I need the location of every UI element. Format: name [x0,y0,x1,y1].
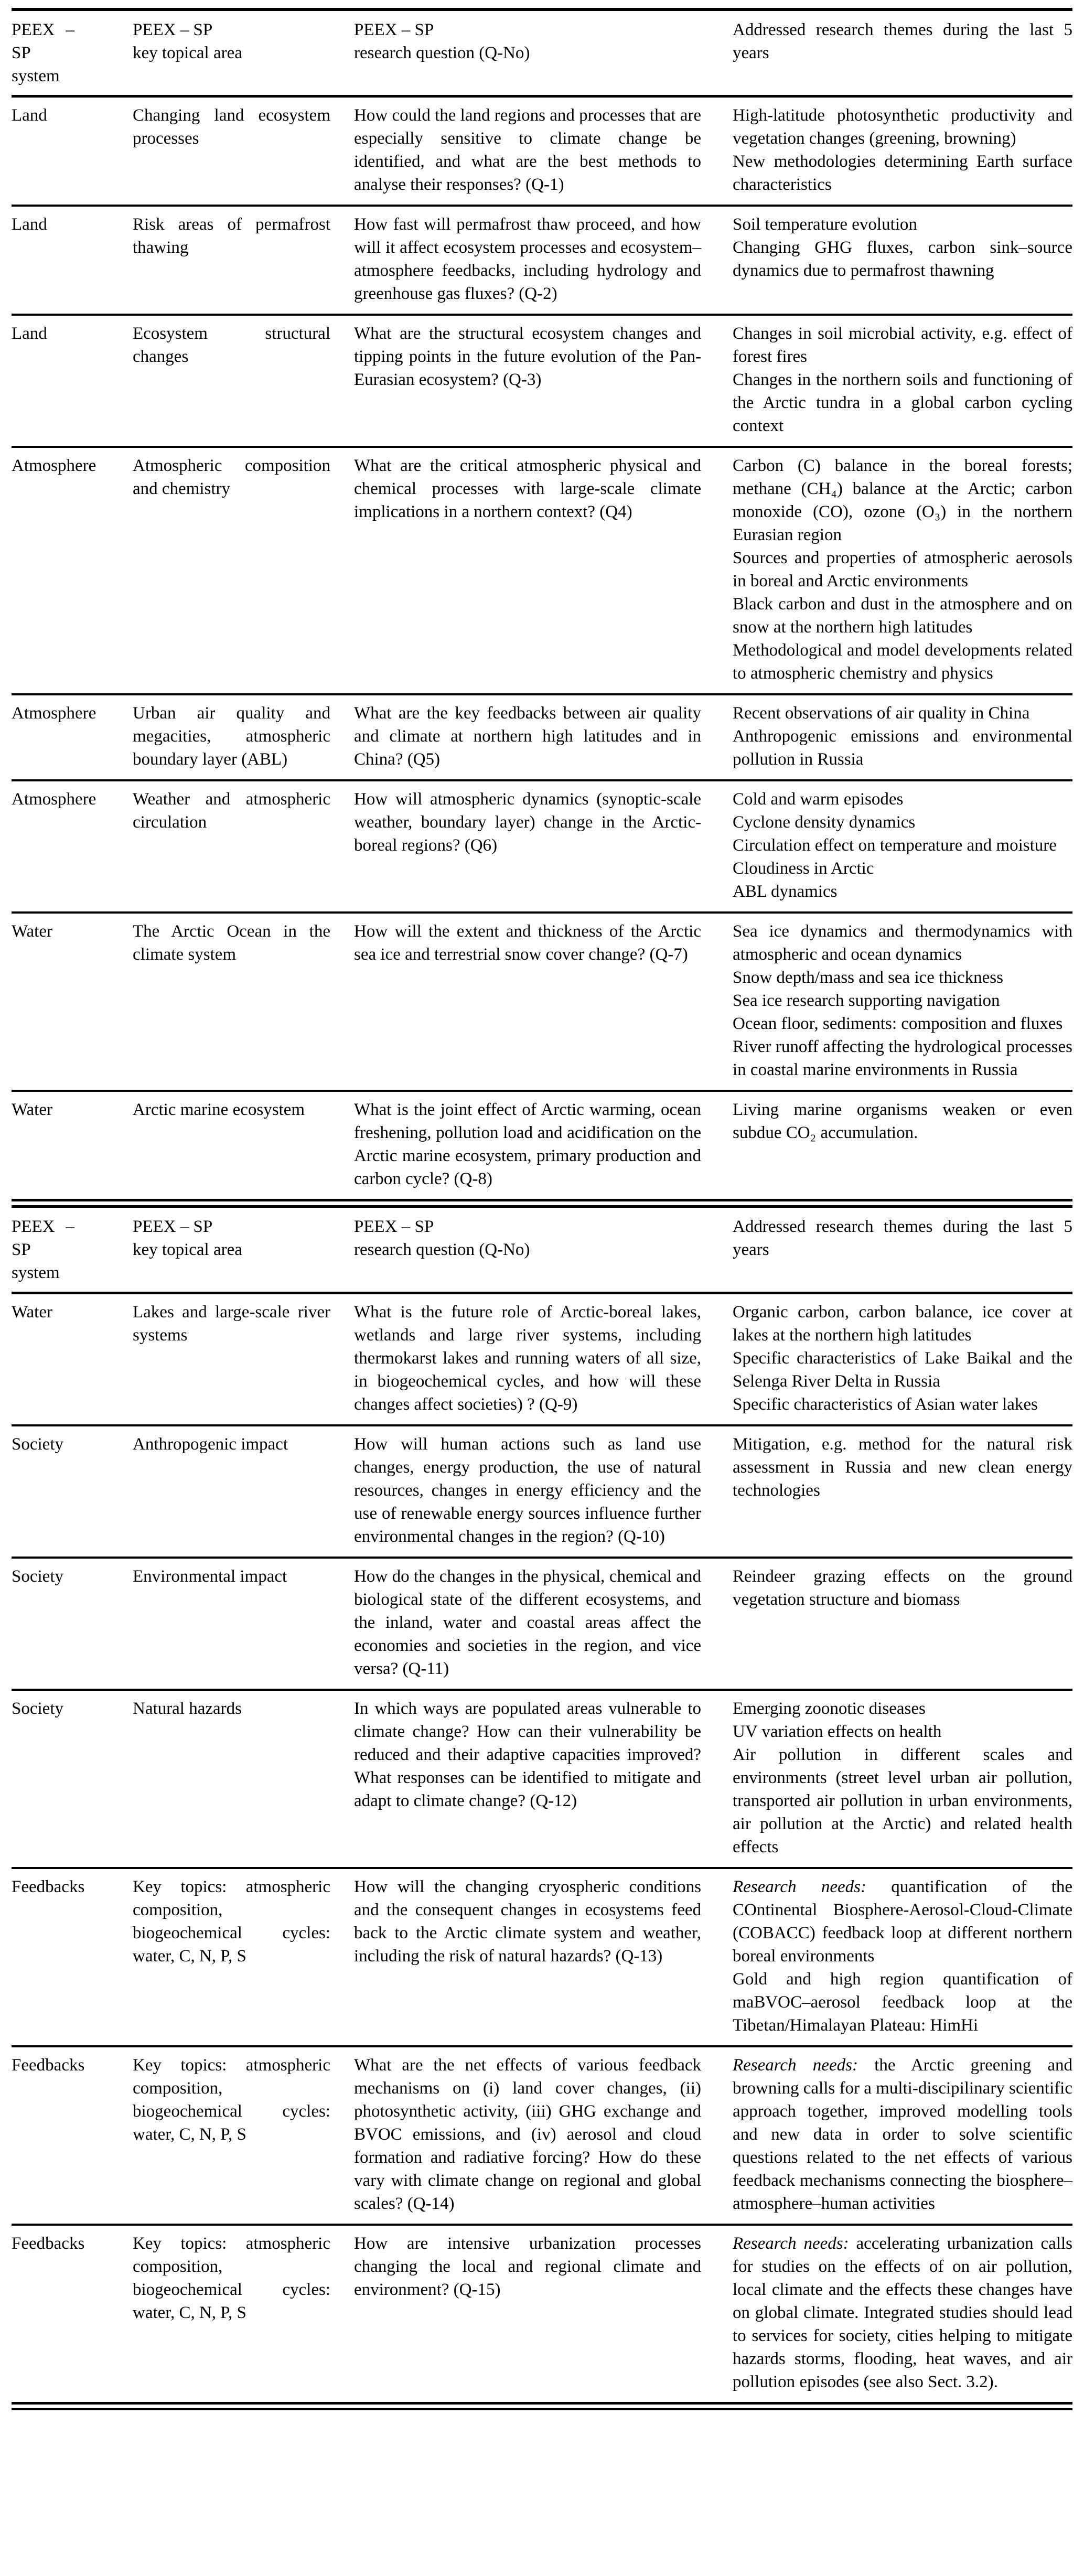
system-cell: Water [12,1100,52,1119]
question-text: How will the extent and thickness of the Arctic sea ice and terrestrial snow cover change? (Q-7) [354,922,701,964]
system-cell: Land [12,324,47,343]
theme-item: Black carbon and dust in the atmosphere and on snow at the northern high latitudes [733,595,1072,637]
themes-cell [733,316,1072,446]
theme-item: Organic carbon, carbon balance, ice cover at lakes at the northern high latitudes [733,1303,1072,1345]
system-cell: Atmosphere [12,456,96,475]
question-cell [354,1294,733,1424]
themes-cell [733,695,1072,779]
system-cell: Atmosphere [12,704,96,723]
theme-item: Changing GHG fluxes, carbon sink–source dynamics due to permafrost thawning [733,238,1072,280]
themes-cell [733,914,1072,1090]
section-divider-gap [12,1201,1072,1205]
theme-item: Cyclone density dynamics [733,813,916,832]
question-cell [354,1426,733,1557]
bottom-rule [12,2408,1072,2410]
question-text: How will atmospheric dynamics (synoptic-scale weather, boundary layer) change in the Arctic-boreal regions? (Q6) [354,790,701,855]
theme-item: Changes in soil microbial activity, e.g. effect of forest fires [733,324,1072,366]
system-cell: Atmosphere [12,790,96,809]
topical-area-cell: Changing land ecosystem processes [133,106,330,148]
question-cell [354,316,733,400]
question-cell [354,1092,733,1199]
theme-item: Air pollution in different scales and environments (street level urban air pollution, transported air pollution in urban environments, air pollution at the Arctic) and related health effects [733,1745,1072,1856]
theme-item: Snow depth/mass and sea ice thickness [733,968,1003,987]
question-cell [354,1869,733,1976]
theme-item: High-latitude photosynthetic productivity and vegetation changes (greening, browning) [733,106,1072,148]
theme-item [733,2054,1072,2215]
themes-cell [733,207,1072,291]
question-cell [354,98,733,205]
topical-area-cell: Anthropogenic impact [133,1435,288,1454]
header-row [12,1208,1072,1292]
topical-area-cell: Key topics: atmospheric composition, biogeochemical cycles: water, C, N, P, S [133,1877,330,1966]
question-text: How will the changing cryospheric conditions and the consequent changes in ecosystems feed back to the Arctic climate system and weather, including the risk of natural hazards? (Q-13) [354,1877,701,1966]
themes-cell [733,2226,1072,2402]
theme-item: Cloudiness in Arctic [733,859,874,878]
system-cell: Feedbacks [12,1877,85,1896]
theme-text: quantification of the COntinental Biosphere-Aerosol-Cloud-Climate (COBACC) feedback loop at different northern boreal environments [733,1877,1073,1966]
question-cell [354,2226,733,2310]
themes-cell [733,781,1072,911]
system-cell: Water [12,1303,52,1322]
header-system: PEEX – SP system [12,1217,74,1282]
theme-item [733,1875,1072,1968]
table-row [12,1426,1072,1557]
header-topical-area [133,1208,354,1269]
table-row [12,695,1072,779]
theme-item: Living marine organisms weaken or even subdue CO₂ accumulation. [733,1100,1072,1142]
table-row [12,2047,1072,2224]
theme-item: Reindeer grazing effects on the ground vegetation structure and biomass [733,1567,1072,1609]
table-row [12,98,1072,205]
table-row [12,781,1072,911]
themes-cell [733,1092,1072,1153]
question-cell [354,914,733,974]
system-cell: Land [12,106,47,125]
topical-area-cell: Urban air quality and megacities, atmospheric boundary layer (ABL) [133,704,330,769]
header-row [12,11,1072,95]
topical-area-cell: Risk areas of permafrost thawing [133,215,330,257]
theme-item: Recent observations of air quality in China [733,704,1030,723]
topical-area-cell: Environmental impact [133,1567,287,1586]
header-line: research question (Q-No) [354,44,530,62]
theme-item: Soil temperature evolution [733,215,917,234]
topical-area-cell: Key topics: atmospheric composition, biogeochemical cycles: water, C, N, P, S [133,2234,330,2322]
table-row [12,2226,1072,2402]
question-text: How are intensive urbanization processes changing the local and regional climate and environment? (Q-15) [354,2234,701,2299]
system-cell: Society [12,1435,63,1454]
question-text: What are the key feedbacks between air quality and climate at northern high latitudes and in China? (Q5) [354,704,701,769]
table-row [12,914,1072,1090]
header-line: key topical area [133,44,242,62]
themes-cell [733,1559,1072,1619]
themes-cell [733,2047,1072,2224]
question-text: How fast will permafrost thaw proceed, and how will it affect ecosystem processes and ecosystem–atmosphere feedbacks, including hydrology and greenhouse gas fluxes? (Q-2) [354,215,701,303]
theme-item: River runoff affecting the hydrological processes in coastal marine environments in Russia [733,1037,1072,1079]
topical-area-cell: Atmospheric composition and chemistry [133,456,330,498]
header-line: key topical area [133,1240,242,1259]
topical-area-cell: Ecosystem structural changes [133,324,330,366]
system-cell: Water [12,922,52,941]
themes-cell [733,1869,1072,2045]
question-text: How could the land regions and processes that are especially sensitive to climate change be identified, and what are the best methods to analyse their responses? (Q-1) [354,106,701,194]
theme-item: ABL dynamics [733,882,838,901]
table-row [12,1869,1072,2045]
question-cell [354,448,733,532]
theme-item: Cold and warm episodes [733,790,904,809]
question-text: In which ways are populated areas vulnerable to climate change? How can their vulnerability be reduced and their adaptive capacities improved? What responses can be identified to mitigate and adapt to climate change? (Q-12) [354,1699,701,1810]
theme-item: Ocean floor, sediments: composition and fluxes [733,1014,1063,1033]
theme-item: Emerging zoonotic diseases [733,1699,926,1718]
theme-item: Sea ice research supporting navigation [733,991,1000,1010]
topical-area-cell: Natural hazards [133,1699,242,1718]
question-text: What are the structural ecosystem changes and tipping points in the future evolution of the Pan-Eurasian ecosystem? (Q-3) [354,324,701,389]
table-row [12,448,1072,693]
themes-cell [733,1426,1072,1510]
question-cell [354,695,733,779]
table-row [12,1294,1072,1424]
header-line: PEEX – SP [354,20,434,39]
question-cell [354,2047,733,2224]
header-line: research question (Q-No) [354,1240,530,1259]
theme-item: Specific characteristics of Asian water lakes [733,1395,1038,1414]
research-needs-label: Research needs: [733,1877,866,1896]
theme-item: New methodologies determining Earth surface characteristics [733,152,1072,194]
table-row [12,1092,1072,1199]
themes-cell [733,1294,1072,1424]
system-cell: Feedbacks [12,2056,85,2075]
question-cell [354,207,733,314]
theme-item: UV variation effects on health [733,1722,942,1741]
header-research-question [354,1208,733,1269]
theme-item [733,2232,1072,2393]
question-text: How do the changes in the physical, chemical and biological state of the different ecosystems, and the inland, water and coastal areas affect the economies and societies in the region, and vice versa? (Q-11) [354,1567,701,1678]
system-cell: Land [12,215,47,234]
header-line: PEEX – SP [133,20,213,39]
question-text: What is the future role of Arctic-boreal lakes, wetlands and large river systems, including thermokarst lakes and running waters of all size, in biogeochemical cycles, and how will these changes affect societies) ? (Q-9) [354,1303,701,1414]
theme-item: Mitigation, e.g. method for the natural risk assessment in Russia and new clean energy technologies [733,1435,1072,1500]
system-cell: Feedbacks [12,2234,85,2253]
header-themes: Addressed research themes during the last 5 years [733,1217,1072,1259]
table-row [12,316,1072,446]
question-cell [354,781,733,865]
system-cell: Society [12,1699,63,1718]
topical-area-cell: Arctic marine ecosystem [133,1100,305,1119]
bottom-rule-gap [12,2405,1072,2408]
theme-item: Anthropogenic emissions and environmental pollution in Russia [733,727,1072,769]
header-line: PEEX – SP [354,1217,434,1236]
question-text: What are the critical atmospheric physical and chemical processes with large-scale climate implications in a northern context? (Q4) [354,456,701,521]
table-row [12,1691,1072,1867]
header-system: PEEX – SP system [12,20,74,85]
question-cell [354,1559,733,1689]
question-cell [354,1691,733,1821]
header-topical-area [133,11,354,72]
theme-item: Changes in the northern soils and functioning of the Arctic tundra in a global carbon cycling context [733,370,1072,435]
theme-text: the Arctic greening and browning calls for a multi-discipilinary scientific approach together, improved modelling tools and new data in order to solve scientific questions related to the net effects of various feedback mechanisms connecting the biosphere–atmosphere–human activities [733,2056,1072,2213]
header-research-question [354,11,733,72]
topical-area-cell: Weather and atmospheric circulation [133,790,330,832]
theme-item: Sea ice dynamics and thermodynamics with atmospheric and ocean dynamics [733,922,1072,964]
theme-item: Specific characteristics of Lake Baikal and the Selenga River Delta in Russia [733,1349,1072,1391]
table-row [12,1559,1072,1689]
theme-item: Gold and high region quantification of maBVOC–aerosol feedback loop at the Tibetan/Himalayan Plateau: HimHi [733,1970,1072,2035]
system-cell: Society [12,1567,63,1586]
theme-text: accelerating urbanization calls for studies on the effects of on air pollution, local climate and the effects these changes have on global climate. Integrated studies should lead to services for society, cities helping to mitigate hazards storms, flooding, heat waves, and air pollution episodes (see also Sect. 3.2). [733,2234,1072,2391]
theme-item: Circulation effect on temperature and moisture [733,836,1057,855]
question-text: What are the net effects of various feedback mechanisms on (i) land cover changes, (ii) photosynthetic activity, (iii) GHG exchange and BVOC emissions, and (iv) aerosol and cloud formation and radiative forcing? How do these vary with climate change on regional and global scales? (Q-14) [354,2056,701,2213]
question-text: How will human actions such as land use changes, energy production, the use of natural resources, changes in energy efficiency and the use of renewable energy sources influence further environmental changes in the region? (Q-10) [354,1435,701,1546]
themes-cell [733,98,1072,205]
topical-area-cell: The Arctic Ocean in the climate system [133,922,330,964]
header-themes: Addressed research themes during the last 5 years [733,20,1072,62]
research-needs-label: Research needs: [733,2234,849,2253]
peex-sp-table [12,8,1072,2410]
theme-item: Methodological and model developments related to atmospheric chemistry and physics [733,641,1072,683]
table-row [12,207,1072,314]
header-line: PEEX – SP [133,1217,213,1236]
question-text: What is the joint effect of Arctic warming, ocean freshening, pollution load and acidification on the Arctic marine ecosystem, primary production and carbon cycle? (Q-8) [354,1100,701,1188]
themes-cell [733,448,1072,693]
topical-area-cell: Lakes and large-scale river systems [133,1303,330,1345]
themes-cell [733,1691,1072,1867]
theme-item: Sources and properties of atmospheric aerosols in boreal and Arctic environments [733,549,1072,591]
theme-item: Carbon (C) balance in the boreal forests; methane (CH₄) balance at the Arctic; carbon monoxide (CO), ozone (O₃) in the northern Eurasian region [733,456,1072,544]
topical-area-cell: Key topics: atmospheric composition, biogeochemical cycles: water, C, N, P, S [133,2056,330,2144]
research-needs-label: Research needs: [733,2056,858,2075]
